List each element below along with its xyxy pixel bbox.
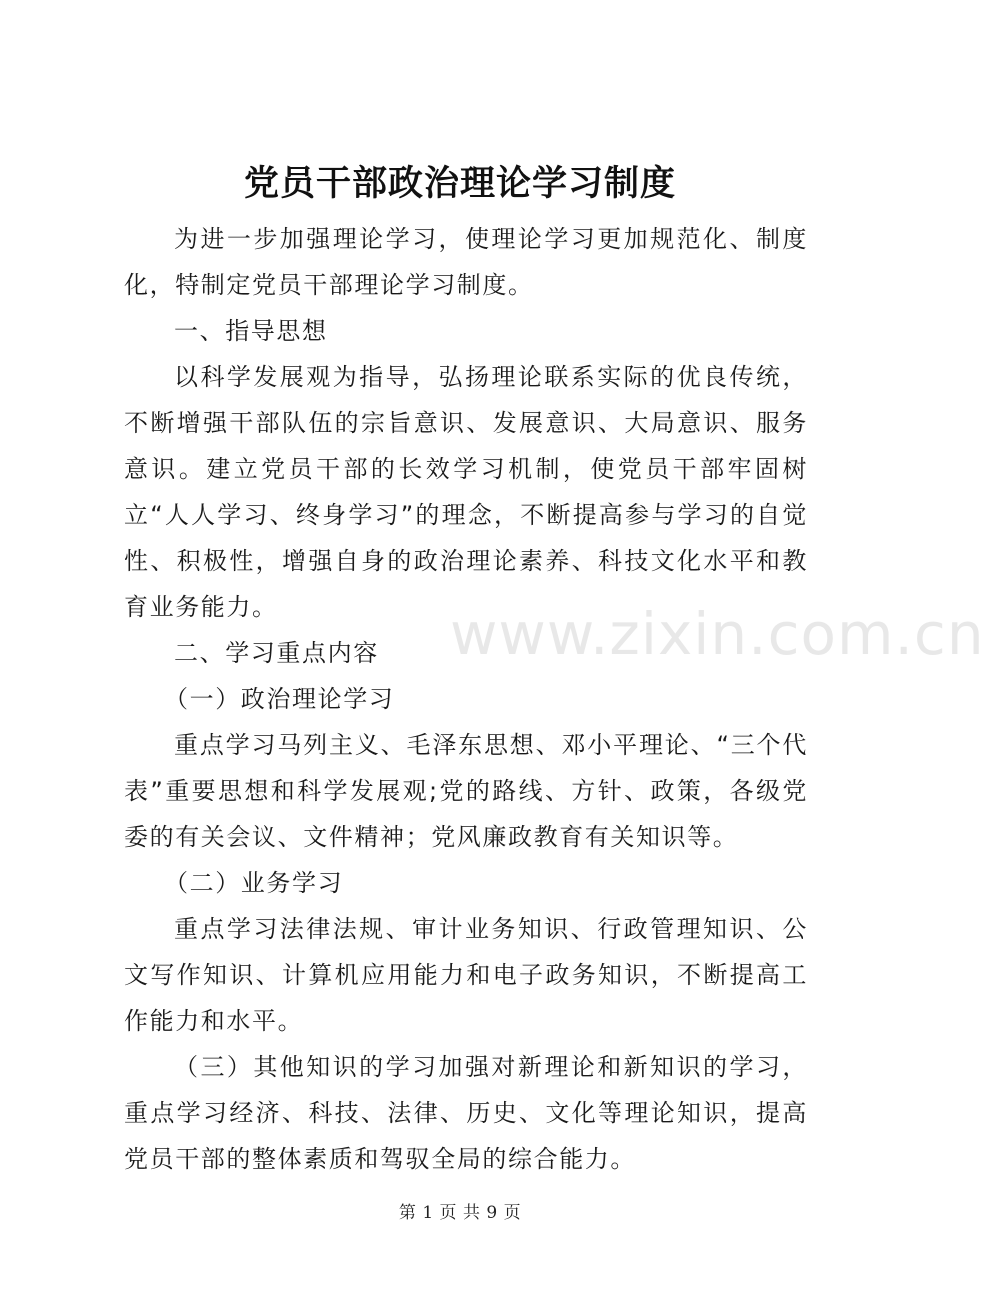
political-theory-paragraph: 重点学习马列主义、毛泽东思想、邓小平理论、“三个代表”重要思想和科学发展观;党的路线、方针、政策，各级党委的有关会议、文件精神；党风廉政教育有关知识等。	[124, 731, 808, 851]
intro-paragraph: 为进一步加强理论学习，使理论学习更加规范化、制度化，特制定党员干部理论学习制度。	[124, 225, 808, 299]
document-title: 党员干部政治理论学习制度	[243, 163, 676, 204]
subsection-heading-business-study: （二）业务学习	[164, 869, 344, 897]
section-heading-guiding-thought: 一、指导思想	[174, 317, 328, 345]
subsection-heading-political-theory: （一）政治理论学习	[164, 685, 395, 713]
document-body	[124, 216, 808, 1182]
section-heading-key-content: 二、学习重点内容	[174, 639, 379, 667]
other-knowledge-paragraph: （三）其他知识的学习加强对新理论和新知识的学习，重点学习经济、科技、法律、历史、文化等理论知识，提高党员干部的整体素质和驾驭全局的综合能力。	[124, 1053, 808, 1173]
page-footer: 第 1 页 共 9 页	[398, 1203, 522, 1223]
watermark: www.zixin.com.cn	[450, 600, 985, 668]
business-study-paragraph: 重点学习法律法规、审计业务知识、行政管理知识、公文写作知识、计算机应用能力和电子政务知识，不断提高工作能力和水平。	[124, 915, 808, 1035]
guiding-thought-paragraph: 以科学发展观为指导，弘扬理论联系实际的优良传统，不断增强干部队伍的宗旨意识、发展意识、大局意识、服务意识。建立党员干部的长效学习机制，使党员干部牢固树立“人人学习、终身学习”的理念，不断提高参与学习的自觉性、积极性，增强自身的政治理论素养、科技文化水平和教育业务能力。	[124, 363, 808, 621]
